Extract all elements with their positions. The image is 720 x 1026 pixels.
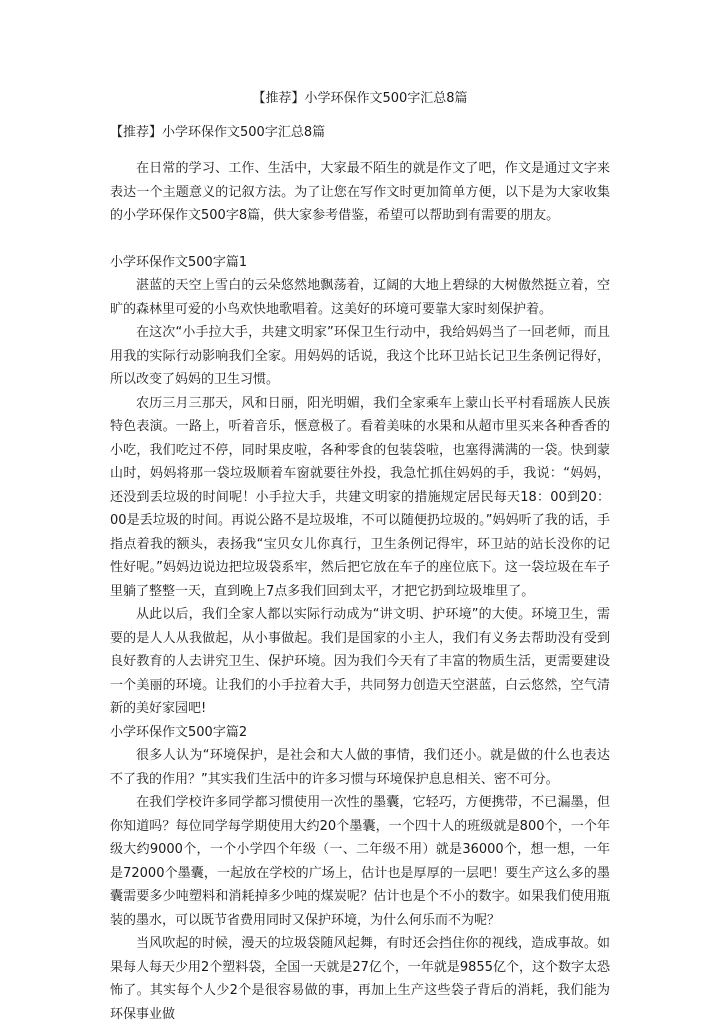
paragraph: 在这次“小手拉大手，共建文明家”环保卫生行动中，我给妈妈当了一回老师，而且用我的实际行动影响我们全家。用妈妈的话说，我这个比环卫站长记卫生条例记得好，所以改变了妈妈的卫生习惯。 xyxy=(110,325,610,387)
document-title: 【推荐】小学环保作文500字汇总8篇 xyxy=(252,91,468,106)
paragraph: 从此以后，我们全家人都以实际行动成为“讲文明、护环境”的大使。环境卫生，需要的是人人从我做起，从小事做起。我们是国家的小主人，我们有义务去帮助没有受到良好教育的人去讲究卫生、保护环境。因为我们今天有了丰富的物质生活，更需要建设一个美丽的环境。让我们的小手拉着大手，共同努力创造天空湛蓝，白云悠然，空气清新的美好家园吧! xyxy=(110,607,610,716)
paragraph: 在我们学校许多同学都习惯使用一次性的墨囊，它轻巧，方便携带，不已漏墨，但你知道吗？每位同学每学期使用大约20个墨囊，一个四十人的班级就是800个，一个年级大约9000个，一个小学四个年级（一、二年级不用）就是36000个，想一想，一年是72000个墨囊，一起放在学校的广场上，估计也是厚厚的一层吧！要生产这么多的墨囊需要多少吨塑料和消耗掉多少吨的煤炭呢？估计也是个不小的数字。如果我们使用瓶装的墨水，可以既节省费用同时又保护环境，为什么何乐而不为呢？ xyxy=(110,795,610,928)
paragraph: 当风吹起的时候，漫天的垃圾袋随风起舞，有时还会挡住你的视线，造成事故。如果每人每天少用2个塑料袋，全国一天就是27亿个，一年就是9855亿个，这个数字太恐怖了。其实每个人少2个是很容易做的事，再加上生产这些袋子背后的消耗，我们能为环保事业做 xyxy=(110,936,610,1022)
document-heading: 【推荐】小学环保作文500字汇总8篇 xyxy=(110,125,326,140)
paragraph: 湛蓝的天空上雪白的云朵悠然地飘荡着，辽阔的大地上碧绿的大树傲然挺立着，空旷的森林里可爱的小鸟欢快地歌唱着。这美好的环境可要靠大家时刻保护着。 xyxy=(110,278,610,317)
intro-paragraph: 在日常的学习、工作、生活中，大家最不陌生的就是作文了吧，作文是通过文字来表达一个主题意义的记叙方法。为了让您在写作文时更加简单方便，以下是为大家收集的小学环保作文500字8篇，供大家参考借鉴，希望可以帮助到有需要的朋友。 xyxy=(110,161,610,223)
paragraph: 农历三月三那天，风和日丽，阳光明媚，我们全家乘车上蒙山长平村看瑶族人民族特色表演。一路上，听着音乐，惬意极了。看着美味的水果和从超市里买来各种香香的小吃，我们吃过不停，同时果皮啦，各种零食的包装袋啦，也塞得满满的一袋。快到蒙山时，妈妈将那一袋垃圾顺着车窗就要往外投，我急忙抓住妈妈的手，我说：“妈妈，还没到丢垃圾的时间呢！小手拉大手，共建文明家的措施规定居民每天18：00到20：00是丢垃圾的时间。再说公路不是垃圾堆，不可以随便扔垃圾的。”妈妈听了我的话，手指点着我的额头，表扬我“宝贝女儿你真行，卫生条例记得牢，环卫站的站长没你的记性好呢。”妈妈边说边把垃圾袋系牢，然后把它放在车子的座位底下。这一袋垃圾在车子里躺了整整一天，直到晚上7点多我们回到太平，才把它扔到垃圾堆里了。 xyxy=(110,395,610,599)
section-title-1: 小学环保作文500字篇1 xyxy=(110,254,248,270)
paragraph: 很多人认为“环境保护，是社会和大人做的事情，我们还小。就是做的什么也表达不了我的作用？”其实我们生活中的许多习惯与环境保护息息相关、密不可分。 xyxy=(110,748,610,787)
section-title-2: 小学环保作文500字篇2 xyxy=(110,724,248,740)
document-body xyxy=(110,157,610,1026)
